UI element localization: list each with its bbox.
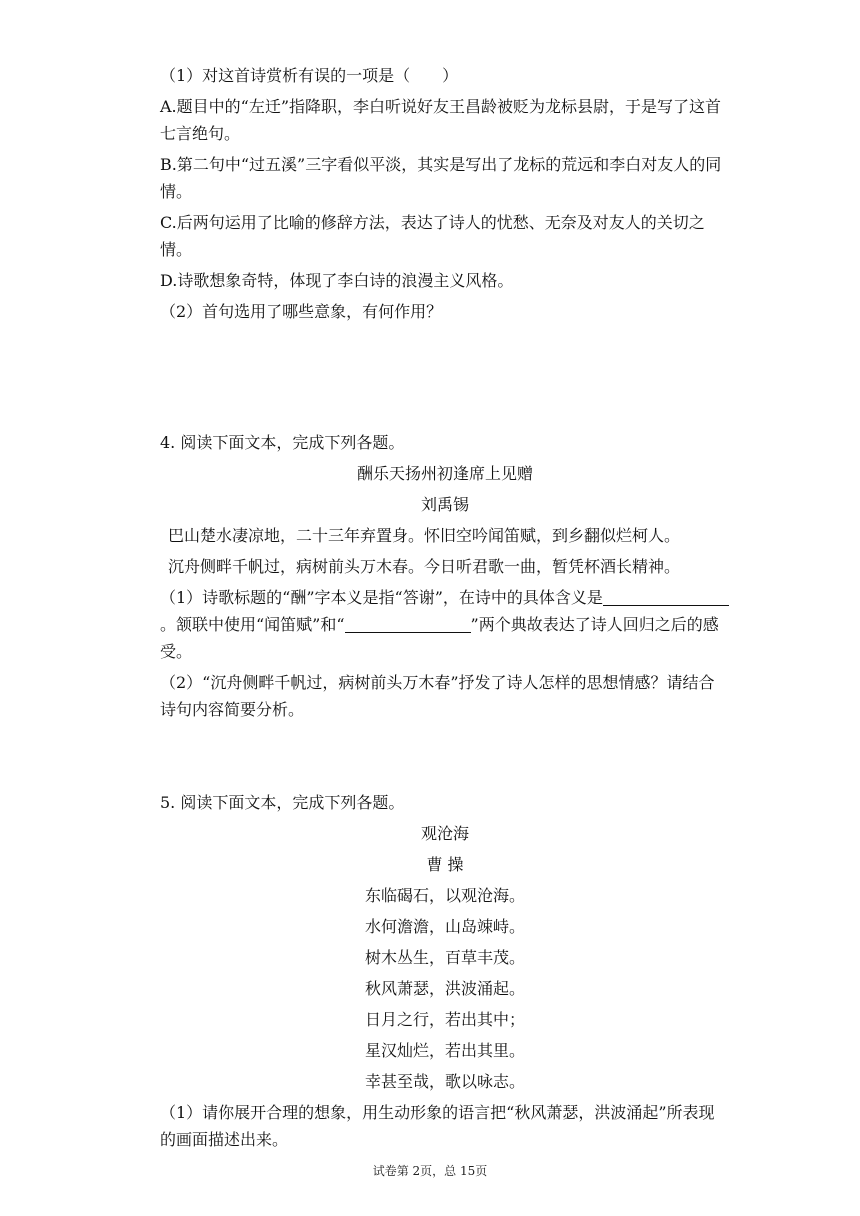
q5-poem-line: 星汉灿烂，若出其里。 <box>364 1041 525 1060</box>
q4-sub1 <box>160 584 730 665</box>
fill-blank-2[interactable] <box>345 614 471 633</box>
q5-poem-line: 秋风萧瑟，洪波涌起。 <box>364 979 525 998</box>
q3-option-c: C.后两句运用了比喻的修辞方法，表达了诗人的忧愁、无奈及对友人的关切之情。 <box>160 213 705 259</box>
q4-poem-line: 沉舟侧畔千帆过，病树前头万木春。今日听君歌一曲，暂凭杯酒长精神。 <box>168 557 681 576</box>
q3-sub1-title: （1）对这首诗赏析有误的一项是（ ） <box>160 66 459 85</box>
q4-author: 刘禹锡 <box>420 495 469 514</box>
q5-poem-line: 日月之行，若出其中； <box>364 1010 525 1029</box>
q5-heading: 5. 阅读下面文本，完成下列各题。 <box>160 793 405 812</box>
q5-poem-line: 树木丛生，百草丰茂。 <box>364 948 525 967</box>
answer-space <box>160 329 730 429</box>
q3-option-b: B.第二句中“过五溪”三字看似平淡，其实是写出了龙标的荒远和李白对友人的同情。 <box>160 155 722 201</box>
q5-poem-line: 幸甚至哉，歌以咏志。 <box>364 1072 525 1091</box>
q5-poem-line: 东临碣石，以观沧海。 <box>364 886 525 905</box>
page-footer: 试卷第 2页，总 15页 <box>372 1164 488 1178</box>
q4-sub1-text: （1）诗歌标题的“酬”字本义是指“答谢”，在诗中的具体含义是 <box>160 588 603 607</box>
answer-space <box>160 727 730 789</box>
q4-heading: 4. 阅读下面文本，完成下列各题。 <box>160 433 405 452</box>
q5-author: 曹 操 <box>426 855 464 874</box>
q5-sub1: （1）请你展开合理的想象，用生动形象的语言把“秋风萧瑟，洪波涌起”所表现的画面描述出来。 <box>160 1103 715 1149</box>
q4-poem-line: 巴山楚水凄凉地，二十三年弃置身。怀旧空吟闻笛赋，到乡翻似烂柯人。 <box>168 526 681 545</box>
q3-option-d: D.诗歌想象奇特，体现了李白诗的浪漫主义风格。 <box>160 271 514 290</box>
q3-sub2: （2）首句选用了哪些意象，有何作用？ <box>160 302 443 321</box>
q4-sub1-text: ”两个典故表达了诗人回归之后的感受。 <box>160 615 719 661</box>
q4-sub1-text: 。颔联中使用“闻笛赋”和“ <box>160 615 345 634</box>
fill-blank-1[interactable] <box>603 587 729 606</box>
q5-poem-title: 观沧海 <box>420 824 469 843</box>
q5-poem-line: 水何澹澹，山岛竦峙。 <box>364 917 525 936</box>
document-page <box>160 62 730 1157</box>
q3-option-a: A.题目中的“左迁”指降职，李白听说好友王昌龄被贬为龙标县尉，于是写了这首七言绝句。 <box>160 97 722 143</box>
q4-sub2: （2）“沉舟侧畔千帆过，病树前头万木春”抒发了诗人怎样的思想情感？请结合诗句内容简要分析。 <box>160 673 715 719</box>
q4-poem-title: 酬乐天扬州初逢席上见赠 <box>356 464 533 483</box>
